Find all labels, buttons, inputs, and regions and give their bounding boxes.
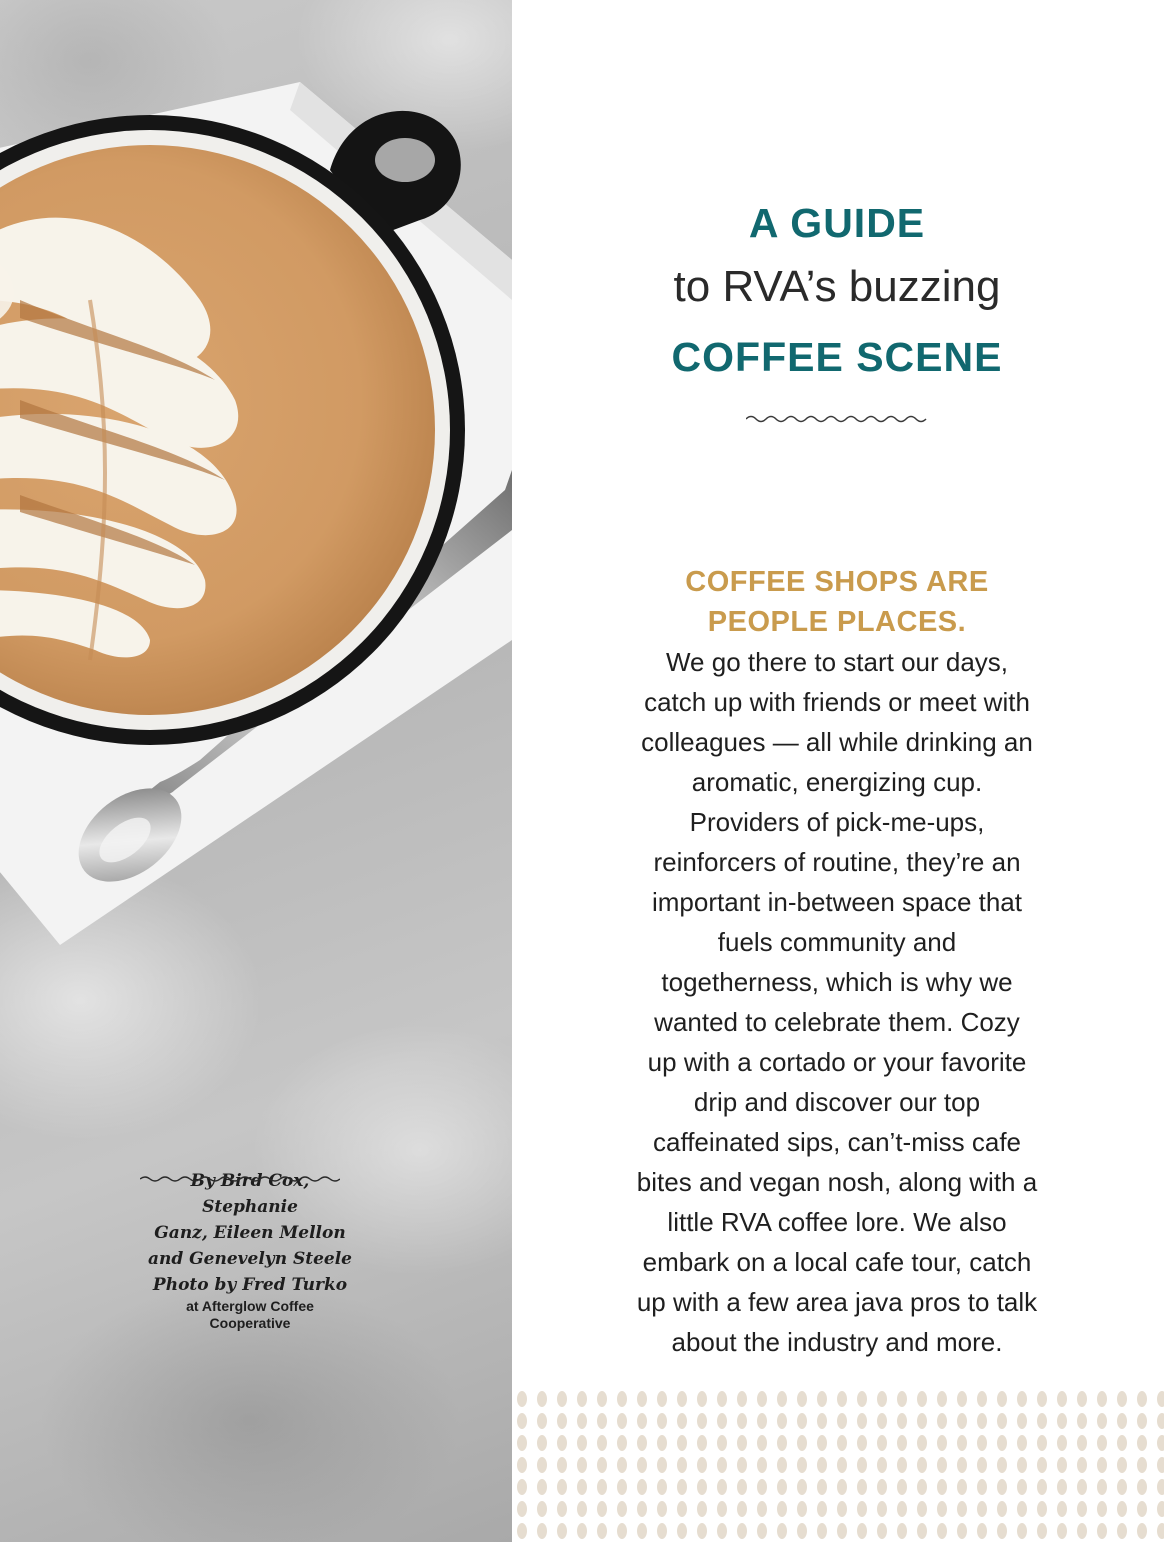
body-line: important in-between space that	[652, 887, 1022, 917]
page-title	[600, 195, 1074, 391]
photo-location	[140, 1298, 360, 1332]
byline-line: and Genevelyn Steele	[147, 1249, 353, 1269]
title-line-guide: A GUIDE	[748, 200, 926, 246]
body-line: We go there to start our days,	[665, 647, 1009, 677]
body-line: togetherness, which is why we	[661, 967, 1013, 997]
wavy-divider-icon	[746, 412, 928, 426]
body-line: aromatic, energizing cup.	[691, 767, 983, 797]
coffee-bean-pattern	[512, 1388, 1164, 1542]
body-line: up with a cortado or your favorite	[647, 1047, 1027, 1077]
credits	[140, 1168, 360, 1332]
intro-lead	[600, 562, 1074, 642]
intro-body	[600, 642, 1074, 1362]
coffee-photo	[0, 0, 512, 1542]
body-line: drip and discover our top	[693, 1087, 981, 1117]
title-line-subtitle: to RVA’s buzzing	[673, 262, 1001, 311]
intro-section	[600, 562, 1074, 1362]
title-line-coffee-scene: COFFEE SCENE	[671, 334, 1003, 380]
wavy-divider-icon	[140, 1174, 340, 1184]
body-line: about the industry and more.	[671, 1327, 1003, 1357]
body-line: up with a few area java pros to talk	[636, 1287, 1038, 1317]
location-line: at Afterglow Coffee	[186, 1298, 314, 1314]
lead-line: PEOPLE PLACES.	[707, 606, 967, 638]
byline-line: Ganz, Eileen Mellon	[154, 1223, 346, 1243]
body-line: reinforcers of routine, they’re an	[653, 847, 1021, 877]
body-line: catch up with friends or meet with	[644, 687, 1030, 717]
lead-line: COFFEE SHOPS ARE	[685, 566, 989, 598]
body-line: Providers of pick-me-ups,	[689, 807, 985, 837]
body-line: fuels community and	[717, 927, 957, 957]
location-line: Cooperative	[209, 1315, 291, 1331]
body-line: little RVA coffee lore. We also	[667, 1207, 1007, 1237]
body-line: bites and vegan nosh, along with a	[636, 1167, 1038, 1197]
photo-credit: Photo by Fred Turko	[152, 1275, 348, 1295]
body-line: wanted to celebrate them. Cozy	[654, 1007, 1020, 1037]
byline-line: By Bird Cox, Stephanie	[190, 1171, 310, 1217]
body-line: caffeinated sips, can’t-miss cafe	[652, 1127, 1022, 1157]
body-line: embark on a local cafe tour, catch	[642, 1247, 1032, 1277]
body-line: colleagues — all while drinking an	[641, 727, 1033, 757]
